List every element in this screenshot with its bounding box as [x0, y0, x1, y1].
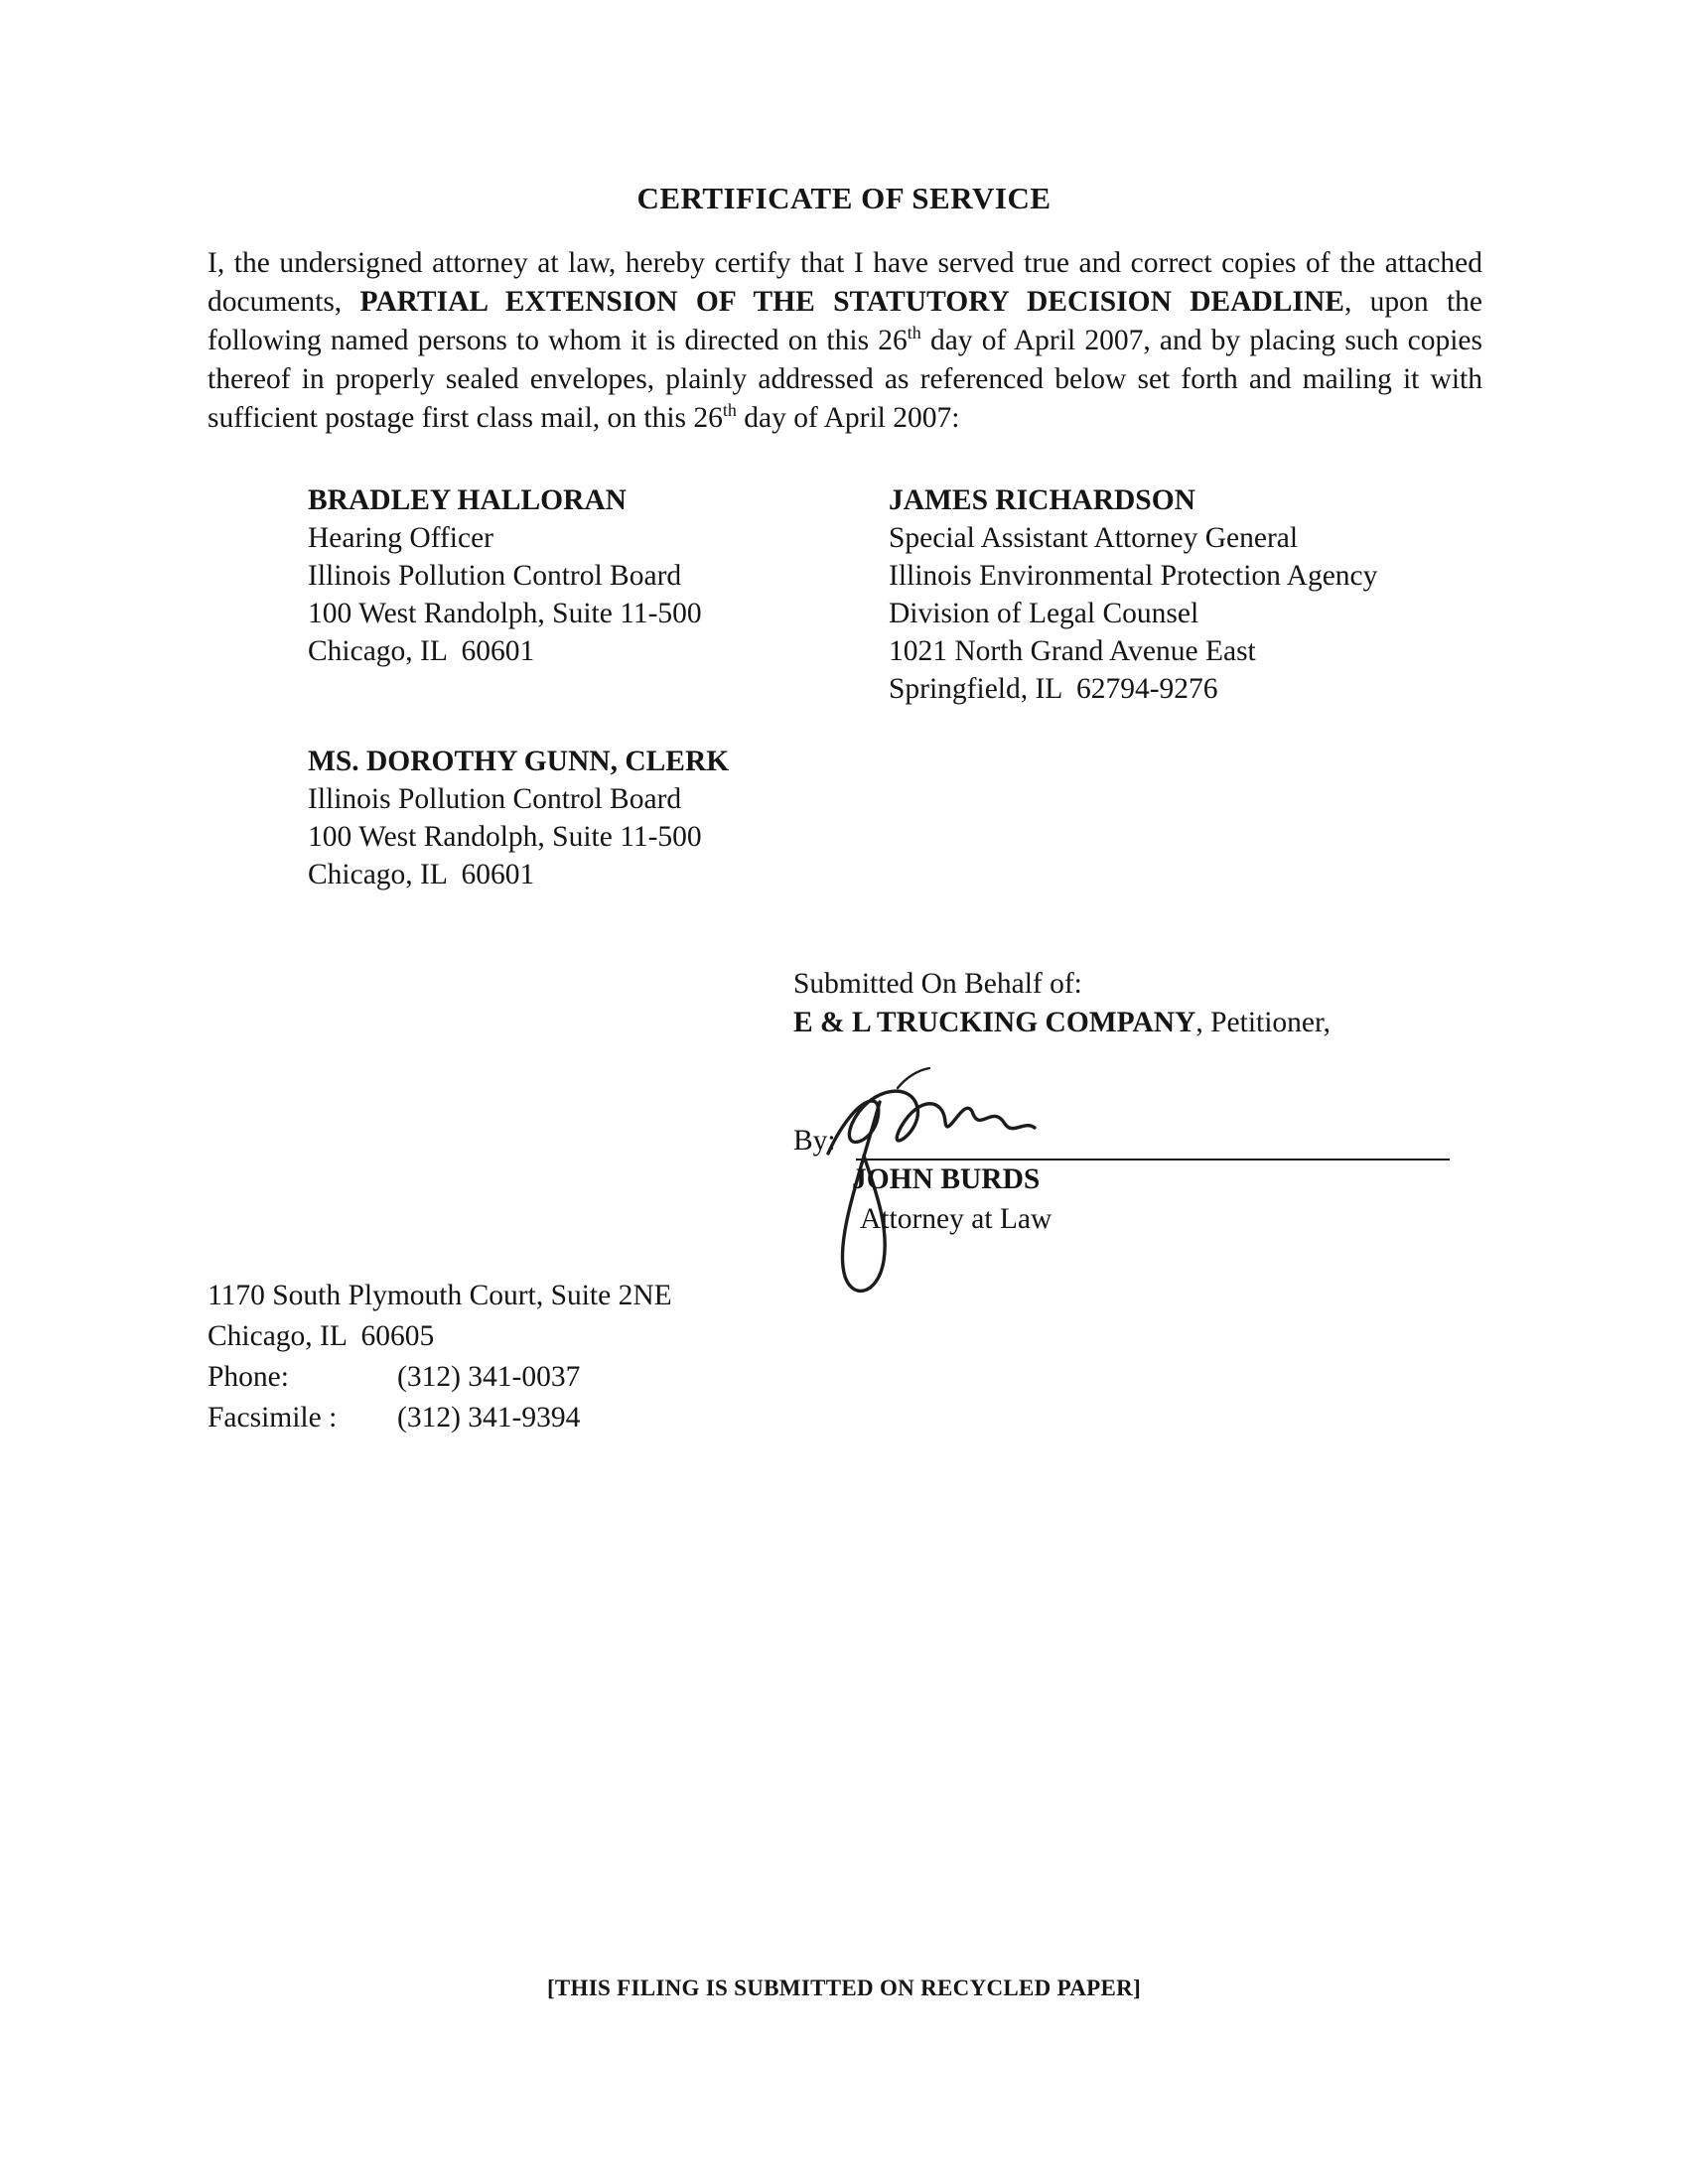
recipient-name: MS. DOROTHY GUNN, CLERK: [308, 746, 730, 777]
recipient-line: Chicago, IL 60601: [308, 635, 535, 667]
recipient-block-halloran: [308, 481, 702, 670]
ordinal-suffix: th: [722, 400, 737, 421]
paragraph-text: day of April 2007:: [736, 402, 960, 434]
paragraph-text: , upon the following named persons to whom it is directed on this 26: [208, 286, 1483, 356]
recipient-name: JAMES RICHARDSON: [889, 484, 1195, 516]
contact-address-2: Chicago, IL 60605: [208, 1320, 435, 1352]
signer-name: JOHN BURDS: [852, 1163, 1041, 1195]
page-title: CERTIFICATE OF SERVICE: [636, 181, 1052, 215]
phone-value: (312) 341-0037: [397, 1361, 581, 1393]
recycled-paper-notice: [THIS FILING IS SUBMITTED ON RECYCLED PAPER]: [546, 1976, 1142, 2000]
recipient-line: Special Assistant Attorney General: [889, 522, 1299, 554]
signature-line: [856, 1159, 1450, 1160]
paragraph-text: I, the undersigned attorney at law, hereby certify that I have served true and correct copies of the attached documents,: [208, 247, 1482, 318]
recipient-line: 1021 North Grand Avenue East: [889, 635, 1256, 667]
petitioner-line: [793, 1004, 1331, 1042]
recipient-line: Illinois Environmental Protection Agency: [889, 560, 1378, 592]
recipient-line: Division of Legal Counsel: [889, 598, 1199, 629]
recipient-block-gunn: [308, 743, 729, 893]
submission-block: [793, 965, 1331, 1042]
petitioner-name: E & L TRUCKING COMPANY: [793, 1007, 1196, 1038]
contact-fax-row: [208, 1398, 672, 1438]
recipient-line: 100 West Randolph, Suite 11-500: [308, 821, 702, 853]
signer-title: Attorney at Law: [860, 1203, 1052, 1235]
recipient-line: Chicago, IL 60601: [308, 859, 535, 890]
submission-label: Submitted On Behalf of:: [793, 968, 1082, 1000]
contact-block: [208, 1276, 672, 1438]
phone-label: Phone:: [208, 1361, 289, 1393]
fax-value: (312) 341-9394: [397, 1402, 581, 1433]
ordinal-suffix: th: [907, 323, 921, 343]
by-label: By:: [793, 1125, 836, 1157]
petitioner-suffix: , Petitioner,: [1195, 1007, 1332, 1038]
document-name-bold: PARTIAL EXTENSION OF THE STATUTORY DECISION DEADLINE: [359, 286, 1344, 318]
fax-label: Facsimile :: [208, 1402, 338, 1433]
recipient-line: 100 West Randolph, Suite 11-500: [308, 598, 702, 629]
contact-address-1: 1170 South Plymouth Court, Suite 2NE: [208, 1280, 672, 1311]
recipient-name: BRADLEY HALLORAN: [308, 484, 627, 516]
certification-paragraph: [208, 244, 1482, 438]
recipient-line: Hearing Officer: [308, 522, 494, 554]
recipient-line: Illinois Pollution Control Board: [308, 783, 682, 815]
paragraph-text: day of April 2007, and by placing such copies thereof in properly sealed envelopes, plainly addressed as referenced below set forth and mailing it with sufficient postage first class mail, on this 26: [208, 325, 1482, 434]
recipient-line: Illinois Pollution Control Board: [308, 560, 682, 592]
recipient-block-richardson: [889, 481, 1377, 708]
recipient-line: Springfield, IL 62794-9276: [889, 673, 1218, 705]
contact-phone-row: [208, 1357, 672, 1398]
